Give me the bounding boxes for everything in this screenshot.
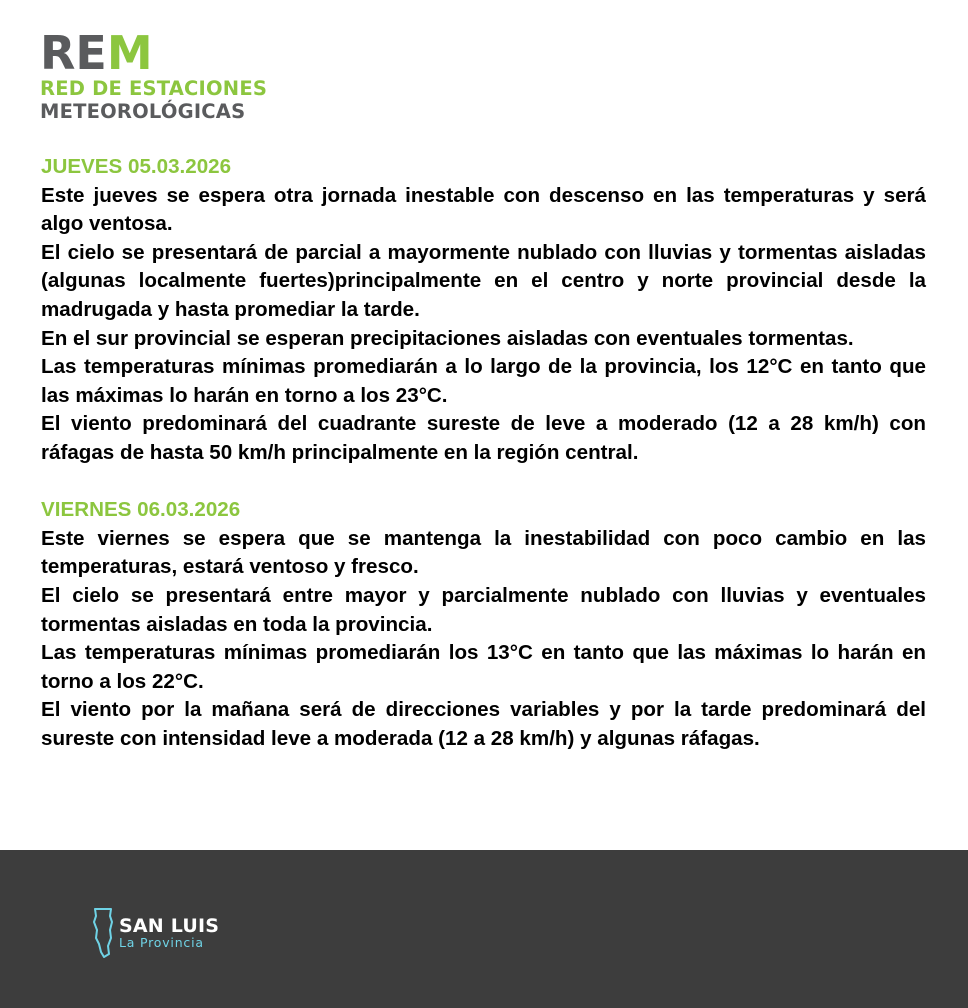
- forecast-day-friday: [41, 496, 926, 753]
- rem-logo-line2: METEOROLÓGICAS: [40, 100, 246, 123]
- footer-title: SAN LUIS: [119, 915, 220, 937]
- day-heading: JUEVES 05.03.2026: [41, 155, 232, 178]
- rem-logo-re: RE: [40, 26, 107, 80]
- footer-bar: [0, 850, 968, 1008]
- forecast-day-thursday: [41, 153, 926, 468]
- san-luis-logo: [92, 908, 219, 958]
- forecast-paragraph: En el sur provincial se esperan precipitaciones aisladas con eventuales tormentas.: [41, 326, 854, 350]
- forecast-content: [41, 153, 926, 753]
- forecast-paragraph: El viento predominará del cuadrante sureste de leve a moderado (12 a 28 km/h) con ráfagas de hasta 50 km/h principalmente en la región central.: [41, 412, 926, 464]
- rem-logo-m: M: [106, 26, 153, 80]
- rem-logo: [40, 26, 268, 124]
- rem-logo-line1: RED DE ESTACIONES: [40, 77, 268, 100]
- san-luis-logo-text: [119, 916, 219, 950]
- forecast-paragraph: El viento por la mañana será de direcciones variables y por la tarde predominará del sureste con intensidad leve a moderada (12 a 28 km/h) y algunas ráfagas.: [41, 698, 926, 750]
- forecast-paragraph: Este jueves se espera otra jornada inestable con descenso en las temperaturas y será algo ventosa.: [41, 183, 926, 236]
- forecast-paragraph: Las temperaturas mínimas promediarán los 13°C en tanto que las máximas lo harán en torno a los 22°C.: [41, 641, 926, 693]
- forecast-paragraph: Las temperaturas mínimas promediarán a lo largo de la provincia, los 12°C en tanto que las máximas lo harán en torno a los 23°C.: [41, 355, 926, 407]
- footer-subtitle: La Provincia: [119, 935, 204, 950]
- forecast-paragraph: Este viernes se espera que se mantenga la inestabilidad con poco cambio en las temperaturas, estará ventoso y fresco.: [41, 526, 926, 579]
- forecast-paragraph: El cielo se presentará de parcial a mayormente nublado con lluvias y tormentas aisladas (algunas localmente fuertes)principalmente en el centro y norte provincial desde la madrugada y hasta promediar la tarde.: [41, 240, 926, 321]
- forecast-paragraph: El cielo se presentará entre mayor y parcialmente nublado con lluvias y eventuales tormentas aisladas en toda la provincia.: [41, 583, 926, 636]
- day-heading: VIERNES 06.03.2026: [41, 498, 241, 522]
- san-luis-province-map-icon: [92, 908, 114, 958]
- section-spacer: [41, 468, 926, 497]
- rem-logo-mark: [40, 26, 267, 80]
